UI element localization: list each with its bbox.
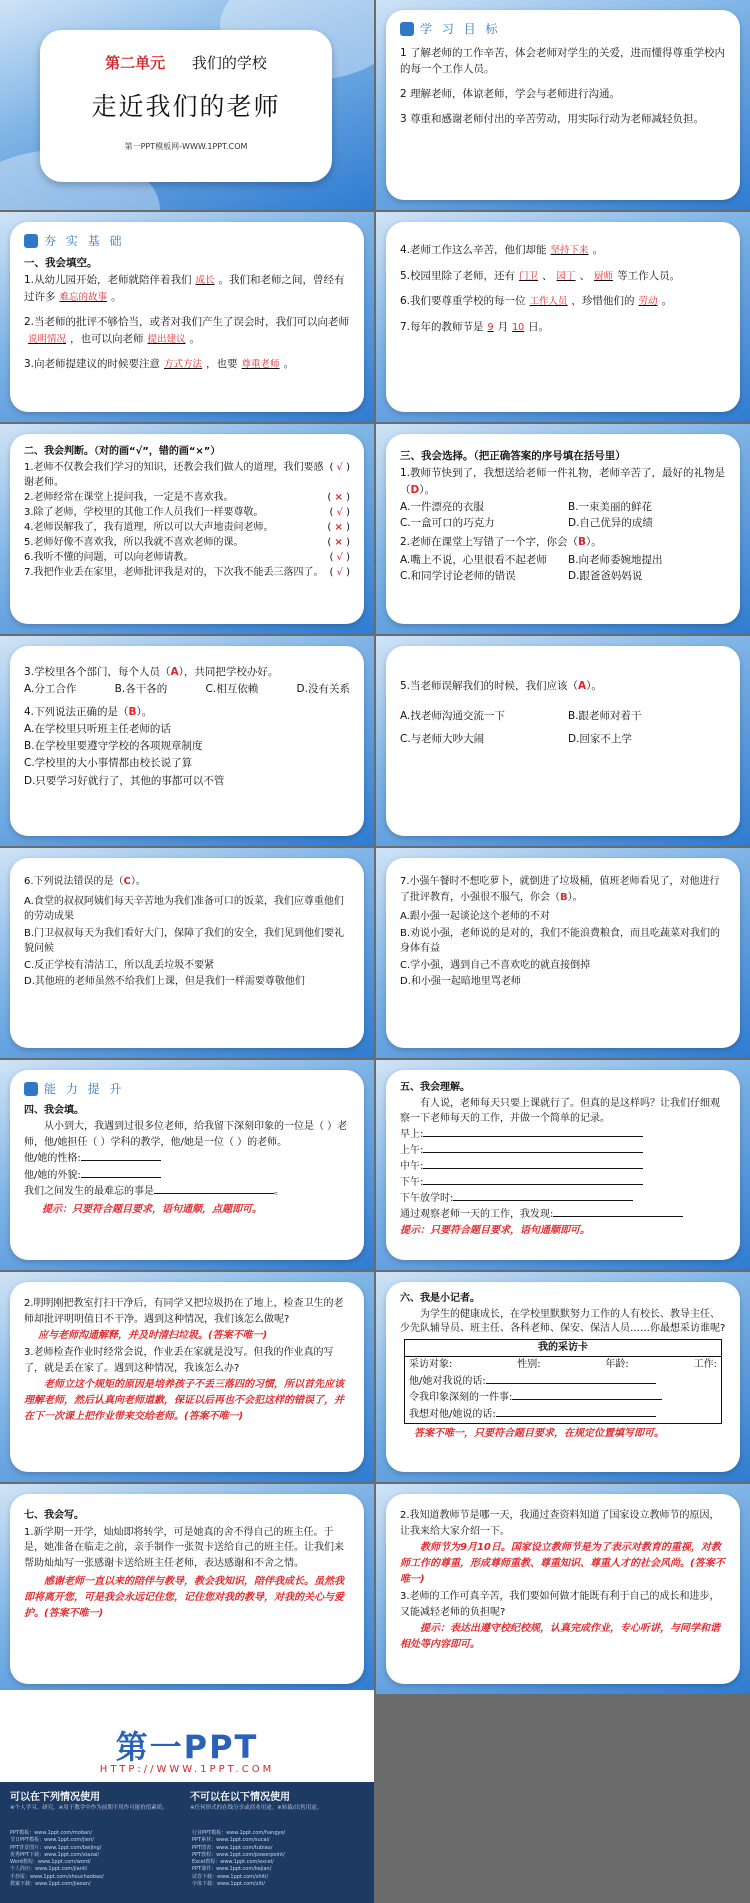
link-item[interactable]: PPT图表：www.1ppt.com/tubiao/ — [192, 1844, 273, 1851]
option: D.其他班的老师虽然不给我们上课，但是我们一样需要尊敬他们 — [24, 976, 305, 987]
judge-item: 7.我把作业丢在家里，老师批评我是对的，下次我不能丢三落四了。 ( √ ) — [24, 567, 350, 578]
judge-item: 6.我听不懂的问题，可以向老师请教。 ( √ ) — [24, 552, 350, 563]
answer: 工作人员 — [529, 296, 568, 308]
fill-question: 6.我们要尊重学校的每一位 工作人员 ，珍惜他们的 劳动 。 — [400, 295, 673, 308]
card-title: 我的采访卡 — [405, 1340, 721, 1358]
slide-card — [10, 434, 364, 624]
slide-title[interactable] — [0, 0, 374, 210]
link-item[interactable]: PPT素材：www.1ppt.com/sucai/ — [192, 1837, 270, 1844]
slide-judge[interactable] — [0, 424, 374, 634]
heading-text: 能 力 提 升 — [44, 1082, 125, 1096]
answer: 教师节为9月10日。国家设立教师节是为了表示对教育的重视，对教师工作的尊重，形成尊师重教、尊重知识、尊重人才的社会风尚。(答案不唯一) — [400, 1542, 725, 1585]
answer: 说明情况 — [28, 333, 67, 345]
goal-item: 3 尊重和感谢老师付出的辛苦劳动，用实际行动为老师减轻负担。 — [400, 113, 705, 126]
option: C.反正学校有清洁工，所以乱丢垃圾不要紧 — [24, 959, 215, 971]
slide-choice5[interactable] — [376, 848, 750, 1058]
slide-card — [10, 858, 364, 1048]
option: B.门卫叔叔每天为我们看好大门，保障了我们的安全，我们见到他们要礼貌问候 — [24, 927, 345, 954]
fill-question: 7.每年的教师节是 9 月 10 日。 — [400, 321, 550, 334]
slide-choice1[interactable] — [376, 424, 750, 634]
slide-content — [400, 448, 726, 584]
fill-line: 早上: — [400, 1127, 726, 1142]
slide-content — [400, 1292, 726, 1443]
answer: 成长 — [195, 274, 215, 286]
usage-band — [0, 1782, 374, 1903]
answer: 劳动 — [638, 296, 658, 308]
slide-goals[interactable] — [376, 0, 750, 210]
paragraph: 有人说，老师每天只要上课就行了。但真的是这样吗？让我们仔细观察一下老师每天的工作，并做一个简单的记录。 — [400, 1098, 720, 1124]
option: B.在学校里要遵守学校的各项规章制度 — [24, 740, 203, 753]
slide-card — [10, 1494, 364, 1684]
interview-card — [404, 1339, 722, 1425]
usage-heading: 可以在下列情况使用 — [10, 1792, 100, 1803]
option-row: A.分工合作 B.各干各的 C.相互依赖 D.没有关系 — [24, 683, 350, 696]
question: 3.老师检查作业时经常会说，作业丢在家就是没写。但我的作业真的写了，就是丢在家了。遇到这种情况，我该怎么办? — [24, 1347, 334, 1374]
fill-question: 4.老师工作这么辛苦，他们却能 坚持下来 。 — [400, 244, 604, 256]
slide-card — [10, 1282, 364, 1472]
answer: 提示：表达出遵守校纪校规，认真完成作业，专心听讲，与同学和谐相处等内容即可。 — [400, 1623, 720, 1650]
choice-question: 5.当老师误解我们的时候，我们应该（A）。 — [400, 680, 602, 692]
slide-content — [400, 678, 726, 747]
paragraph: 为学生的健康成长，在学校里默默努力工作的人有校长、教导主任、少先队辅导员、班主任、各科老师、保安、保洁人员……你最想采访谁呢? — [400, 1308, 726, 1334]
title-card — [40, 30, 332, 182]
fill-question: 2.当老师的批评不够恰当，或者对我们产生了误会时，我们可以向老师说明情况 ，也可以向老师 提出建议 。 — [24, 316, 350, 345]
link-item[interactable]: 试卷下载：www.1ppt.com/shiti/ — [192, 1873, 269, 1880]
answer: 坚持下来 — [550, 245, 589, 256]
slide-card — [10, 646, 364, 836]
slide-card — [386, 1282, 740, 1472]
slide-content — [400, 1508, 726, 1654]
answer: 老师立这个规矩的原因是培养孩子不丢三落四的习惯，所以首先应该理解老师，然后认真向老师道歉，保证以后再也不会犯这样的错误了，并在下一次课上把作业带来交给老师。(答案不唯一) — [24, 1379, 344, 1422]
fill-line: 上午: — [400, 1143, 726, 1158]
slide-ability[interactable] — [0, 1060, 374, 1270]
link-item[interactable]: PPT教程：www.1ppt.com/powerpoint/ — [192, 1851, 285, 1858]
slide-content — [24, 664, 350, 790]
paragraph: 从小到大，我遇到过很多位老师，给我留下深刻印象的一位是（ ）老师，他/她担任（ ）学科的教学，他/她是一位（ ）的老师。 — [24, 1121, 348, 1148]
slide-content — [400, 874, 726, 991]
fill-line: 我们之间发生的最难忘的事是 。 — [24, 1186, 284, 1198]
slide-card — [386, 1070, 740, 1260]
answer: 园丁 — [556, 270, 576, 282]
link-column — [192, 1830, 364, 1888]
unit-line — [40, 52, 332, 73]
link-item[interactable]: 个人简历：www.1ppt.com/jianli/ — [10, 1866, 88, 1873]
goal-item: 2 理解老师，体谅老师，学会与老师进行沟通。 — [400, 88, 621, 101]
slide-choice3[interactable] — [376, 636, 750, 846]
option: A.食堂的叔叔阿姨们每天辛苦地为我们准备可口的饭菜，我们应尊重他们的劳动成果 — [24, 895, 344, 922]
judge-item: 2.老师经常在课堂上提问我，一定是不喜欢我。 ( × ) — [24, 492, 350, 503]
answer: 感谢老师一直以来的陪伴与教导，教会我知识，陪伴我成长。虽然我即将离开您，可是我会永远记住您，记住您对我的教导，对我的关心与爱护。(答案不唯一) — [24, 1576, 344, 1619]
slide-card — [386, 10, 740, 200]
usage-allowed — [10, 1788, 185, 1813]
choice-question: 2.老师在课堂上写错了一个字，你会（B）。 — [400, 536, 602, 549]
usage-forbidden — [190, 1788, 365, 1813]
slide-choice2[interactable] — [0, 636, 374, 846]
link-item[interactable]: PPT模板：www.1ppt.com/moban/ — [10, 1830, 92, 1836]
question-title: 三、我会选择。（把正确答案的序号填在括号里） — [400, 450, 626, 462]
option-grid: A.一件漂亮的衣服 B.一束美丽的鲜花 C.一盒可口的巧克力 D.自己优异的成绩 — [400, 500, 653, 530]
tip: 答案不唯一，只要符合题目要求，在规定位置填写即可。 — [414, 1428, 664, 1439]
option: A.跟小强一起谈论这个老师的不对 — [400, 911, 550, 922]
question-title: 七、我会写。 — [24, 1510, 84, 1521]
choice-question: 4.下列说法正确的是（B）。 — [24, 705, 153, 718]
link-item[interactable]: 教案下载：www.1ppt.com/jiaoan/ — [10, 1880, 91, 1887]
section-heading — [24, 1080, 350, 1099]
answer: 提出建议 — [147, 333, 186, 345]
heading-text: 学 习 目 标 — [420, 22, 501, 36]
judge-item: 5.老师好像不喜欢我，所以我就不喜欢老师的课。 ( × ) — [24, 537, 350, 548]
link-item[interactable]: PPT背景图片：www.1ppt.com/beijing/ — [10, 1844, 102, 1851]
card-row: 我想对他/她说的话: — [405, 1407, 721, 1424]
fill-line: 中午: — [400, 1159, 726, 1174]
option-grid: A.嘴上不说，心里很看不起老师 B.向老师委婉地提出 C.和同学讨论老师的错误 D.跟爸爸妈妈说 — [400, 553, 663, 582]
unit-name: 我们的学校 — [191, 54, 267, 72]
question-title: 五、我会理解。 — [400, 1082, 470, 1093]
fill-question: 1.从幼儿园开始，老师就陪伴着我们 成长 。我们和老师之间，曾经有过许多 难忘的故事 。 — [24, 273, 345, 303]
section-heading — [400, 20, 726, 39]
answer: 9 — [487, 322, 494, 334]
slide-fill2[interactable] — [376, 212, 750, 422]
link-column — [10, 1830, 182, 1888]
answer: 门卫 — [519, 270, 539, 282]
lesson-title: 走近我们的老师 — [91, 92, 281, 121]
option: B.劝说小强，老师说的是对的，我们不能浪费粮食，而且吃蔬菜对我们的身体有益 — [400, 927, 721, 954]
goal-item: 1 了解老师的工作辛苦，体会老师对学生的关爱，进而懂得尊重学校内的每一个工作人员。 — [400, 46, 726, 75]
link-item[interactable]: 行业PPT模板：www.1ppt.com/hangye/ — [192, 1830, 286, 1836]
card-row: 令我印象深刻的一件事: — [405, 1390, 721, 1407]
answer: 方式方法 — [164, 359, 203, 371]
heading-text: 夯 实 基 础 — [44, 234, 125, 248]
choice-question: 6.下列说法错误的是（C）。 — [24, 876, 146, 887]
card-row: 采访对象: 性别: 年龄: 工作: — [409, 1359, 717, 1370]
option: C.学小强，遇到自己不喜欢吃的就直接倒掉 — [400, 959, 591, 971]
question: 1.新学期一开学，灿灿即将转学，可是她真的舍不得自己的班主任。于是，她准备在临走之前，亲手制作一张贺卡送给自己的班主任。让我们来帮助灿灿写一张感谢卡送给班主任老师，表达感谢和不舍之情。 — [24, 1526, 344, 1569]
option: D.和小强一起暗地里骂老师 — [400, 976, 521, 987]
choice-question: 3.学校里各个部门，每个人员（A），共同把学校办好。 — [24, 666, 279, 678]
tip: 提示：只要符合题目要求，语句通顺，点题即可。 — [42, 1203, 262, 1215]
slide-content — [400, 1080, 726, 1240]
fill-line: 他/她的性格: — [24, 1151, 350, 1167]
link-item[interactable]: 手抄报：www.1ppt.com/shouchaobao/ — [10, 1873, 104, 1880]
card-row: 他/她对我说的话: — [405, 1374, 721, 1391]
answer: 难忘的故事 — [59, 291, 108, 303]
answer: 应与老师沟通解释，并及时清扫垃圾。(答案不唯一) — [38, 1330, 268, 1341]
brand-url[interactable]: HTTP://WWW.1PPT.COM — [99, 1764, 275, 1775]
heading-square-icon — [24, 1082, 38, 1096]
fill-question: 5.校园里除了老师，还有 门卫 、 园丁 、 厨师 等工作人员。 — [400, 269, 681, 282]
question-title: 四、我会填。 — [24, 1104, 84, 1116]
judge-item: 3.除了老师，学校里的其他工作人员我们一样要尊敬。 ( √ ) — [24, 507, 350, 518]
link-item[interactable]: 字体下载：www.1ppt.com/ziti/ — [192, 1880, 265, 1887]
judge-item: 1.老师不仅教会我们学习的知识，还教会我们做人的道理，我们要感谢老师。 ( √ ) — [24, 462, 350, 488]
heading-square-icon — [24, 234, 38, 248]
link-item[interactable]: 优秀PPT下载：www.1ppt.com/xiazai/ — [10, 1851, 100, 1858]
option: C.学校里的大小事情都由校长说了算 — [24, 757, 193, 770]
usage-note: ※任何形式的在线分享或商业用途。※转载/出售用途。 — [190, 1805, 323, 1811]
slide-content — [24, 1508, 350, 1623]
fill-line: 下午放学时: — [400, 1191, 726, 1206]
question-title: 六、我是小记者。 — [400, 1293, 480, 1304]
slide-card — [10, 1070, 364, 1260]
choice-question: 1.教师节快到了，我想送给老师一件礼物，老师辛苦了，最好的礼物是（D）。 — [400, 467, 726, 496]
slide-card — [386, 434, 740, 624]
link-item[interactable]: Word教程：www.1ppt.com/word/ — [10, 1859, 91, 1865]
slide-survey[interactable] — [376, 1060, 750, 1270]
slide-card — [386, 858, 740, 1048]
slide-content — [24, 444, 350, 580]
option: A.在学校里只听班主任老师的话 — [24, 722, 171, 735]
judge-item: 4.老师误解我了，我有道理，所以可以大声地责问老师。 ( × ) — [24, 522, 350, 533]
heading-square-icon — [400, 22, 414, 36]
slide-content — [24, 1296, 350, 1426]
slide-content — [24, 232, 350, 374]
question: 2.明明刚把教室打扫干净后，有同学又把垃圾扔在了地上，检查卫生的老师却批评明明值日不干净。遇到这种情况，我们该怎么做呢? — [24, 1298, 344, 1325]
option: D.只要学习好就行了，其他的事都可以不管 — [24, 774, 225, 787]
slide-card — [386, 646, 740, 836]
slide-teachers-day[interactable] — [376, 1484, 750, 1694]
fill-question: 3.向老师提建议的时候要注意 方式方法 ，也要 尊重老师 。 — [24, 358, 295, 371]
link-item[interactable]: 节日PPT模板：www.1ppt.com/jieri/ — [10, 1837, 94, 1844]
fill-line: 他/她的外貌: — [24, 1168, 350, 1184]
tip: 提示：只要符合题目要求，语句通顺即可。 — [400, 1225, 590, 1236]
answer: 尊重老师 — [241, 359, 280, 371]
slide-content — [400, 242, 726, 337]
slide-scenario[interactable] — [0, 1272, 374, 1482]
section-heading — [24, 232, 350, 251]
brand-logo: 第一PPT — [115, 1728, 259, 1766]
slide-card — [386, 1494, 740, 1684]
option-grid: A.找老师沟通交流一下 B.跟老师对着干 C.与老师大吵大闹 D.回家不上学 — [400, 710, 642, 745]
slide-content — [24, 874, 350, 991]
slide-choice4[interactable] — [0, 848, 374, 1058]
fill-line: 通过观察老师一天的工作，我发现: — [400, 1207, 726, 1222]
link-item[interactable]: Excel教程：www.1ppt.com/excel/ — [192, 1859, 274, 1865]
slide-content — [400, 20, 726, 137]
slide-write[interactable] — [0, 1484, 374, 1694]
slide-footer[interactable] — [0, 1690, 374, 1903]
choice-question: 7.小强午餐时不想吃萝卜，就倒进了垃圾桶，值班老师看见了，对他进行了批评教育，小强很不服气，你会（B）。 — [400, 876, 720, 903]
slide-basics[interactable] — [0, 212, 374, 422]
usage-heading: 不可以在以下情况使用 — [190, 1792, 290, 1803]
source-text: 第一PPT模板网-WWW.1PPT.COM — [124, 142, 248, 151]
fill-line: 下午: — [400, 1175, 726, 1190]
question-title: 一、我会填空。 — [24, 256, 98, 269]
answer: 厨师 — [594, 270, 614, 282]
question: 3.老师的工作可真辛苦，我们要如何做才能既有利于自己的成长和进步，又能减轻老师的负担呢? — [400, 1591, 720, 1618]
slide-card — [10, 222, 364, 412]
slide-reporter[interactable] — [376, 1272, 750, 1482]
question-title: 二、我会判断。（对的画“√”，错的画“×”） — [24, 446, 221, 457]
slide-card — [386, 222, 740, 412]
link-list — [10, 1830, 364, 1888]
slide-content — [24, 1080, 350, 1219]
usage-note: ※个人学习、研究。※用于教学中作为前期不用作可能价值素质。 — [10, 1805, 168, 1811]
question: 2.我知道教师节是哪一天，我通过查资料知道了国家设立教师节的原因，让我来给大家介绍一下。 — [400, 1510, 720, 1537]
link-item[interactable]: PPT课件：www.1ppt.com/kejian/ — [192, 1866, 272, 1873]
unit-label: 第二单元 — [105, 54, 166, 72]
answer: 10 — [512, 322, 525, 334]
